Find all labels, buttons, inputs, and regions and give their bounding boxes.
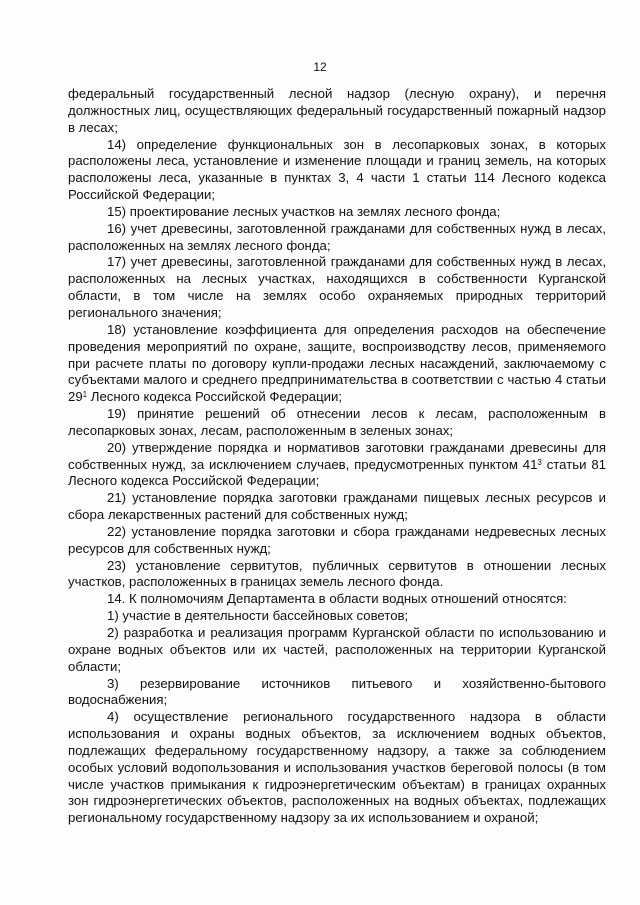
paragraph-item-21: 21) установление порядка заготовки гражданами пищевых лесных ресурсов и сбора лекарственных растений для собственных нужд; (68, 490, 606, 523)
paragraph-item-15: 15) проектирование лесных участков на землях лесного фонда; (107, 203, 501, 219)
paragraph-item-18 (68, 322, 606, 406)
paragraph-item-20-superscript: 3 (537, 457, 542, 467)
paragraph-item-14: 14) определение функциональных зон в лесопарковых зонах, в которых расположены леса, установление и изменение площади и границ земель, на которых расположены леса, указанные в пунктах 3, 4 части 1 статьи 114 Лесного кодекса Российской Федерации; (68, 136, 606, 203)
paragraph-item-20-text-after: статьи 81 Лесного кодекса Российской Федерации; (68, 456, 606, 489)
section-14-heading: 14. К полномочиям Департамента в области водных отношений относятся: (107, 591, 567, 607)
page-number: 12 (313, 60, 327, 74)
paragraph-intro-continuation: федеральный государственный лесной надзор (лесную охрану), и перечня должностных лиц, осуществляющих федеральный государственный пожарный надзор в лесах; (68, 86, 606, 135)
paragraph-item-20-text-before: 20) утверждение порядка и нормативов заготовки гражданами древесины для собственных нужд, за исключением случаев, предусмотренных пунктом 41 (68, 439, 606, 472)
paragraph-item-18-text-before: 18) установление коэффициента для определения расходов на обеспечение проведения мероприятий по охране, защите, воспроизводству лесов, применяемого при расчете платы по договору купли-продажи лесных насаждений, заключаемому с субъектами малого и среднего предпринимательства в соответствии с частью 4 статьи 29 (68, 321, 606, 405)
paragraph-item-18-superscript: 1 (82, 390, 88, 400)
paragraph-item-20 (68, 440, 606, 491)
body-text (68, 86, 606, 827)
paragraph-item-16: 16) учет древесины, заготовленной гражданами для собственных нужд в лесах, расположенных на землях лесного фонда; (68, 220, 606, 253)
paragraph-item-18-text-after: Лесного кодекса Российской Федерации; (87, 389, 343, 405)
paragraph-water-item-4: 4) осуществление регионального государственного надзора в области использования и охраны водных объектов, за исключением водных объектов, подлежащих федеральному государственному надзору, а также за соблюдением особых условий водопользования и использования участков береговой полосы (в том числе участков примыкания к гидроэнергетическим объектам) в границах охранных зон гидроэнергетических объектов, расположенных на водных объектах, подлежащих региональному государственному надзору за их использованием и охраной; (68, 709, 606, 826)
paragraph-item-23: 23) установление сервитутов, публичных сервитутов в отношении лесных участков, расположенных в границах земель лесного фонда. (68, 557, 606, 590)
paragraph-water-item-2: 2) разработка и реализация программ Курганской области по использованию и охране водных объектов или их частей, расположенных на территории Курганской области; (68, 625, 606, 674)
paragraph-item-19: 19) принятие решений об отнесении лесов к лесам, расположенным в лесопарковых зонах, лесам, расположенным в зеленых зонах; (68, 406, 606, 438)
paragraph-item-22: 22) установление порядка заготовки и сбора гражданами недревесных лесных ресурсов для собственных нужд; (68, 523, 606, 556)
paragraph-water-item-3: 3) резервирование источников питьевого и хозяйственно-бытового водоснабжения; (68, 675, 606, 708)
paragraph-item-17: 17) учет древесины, заготовленной гражданами для собственных нужд в лесах, расположенных на лесных участках, находящихся в собственности Курганской области, в том числе на землях особо охраняемых природных территорий регионального значения; (68, 254, 606, 320)
paragraph-water-item-1: 1) участие в деятельности бассейновых советов; (107, 608, 409, 624)
